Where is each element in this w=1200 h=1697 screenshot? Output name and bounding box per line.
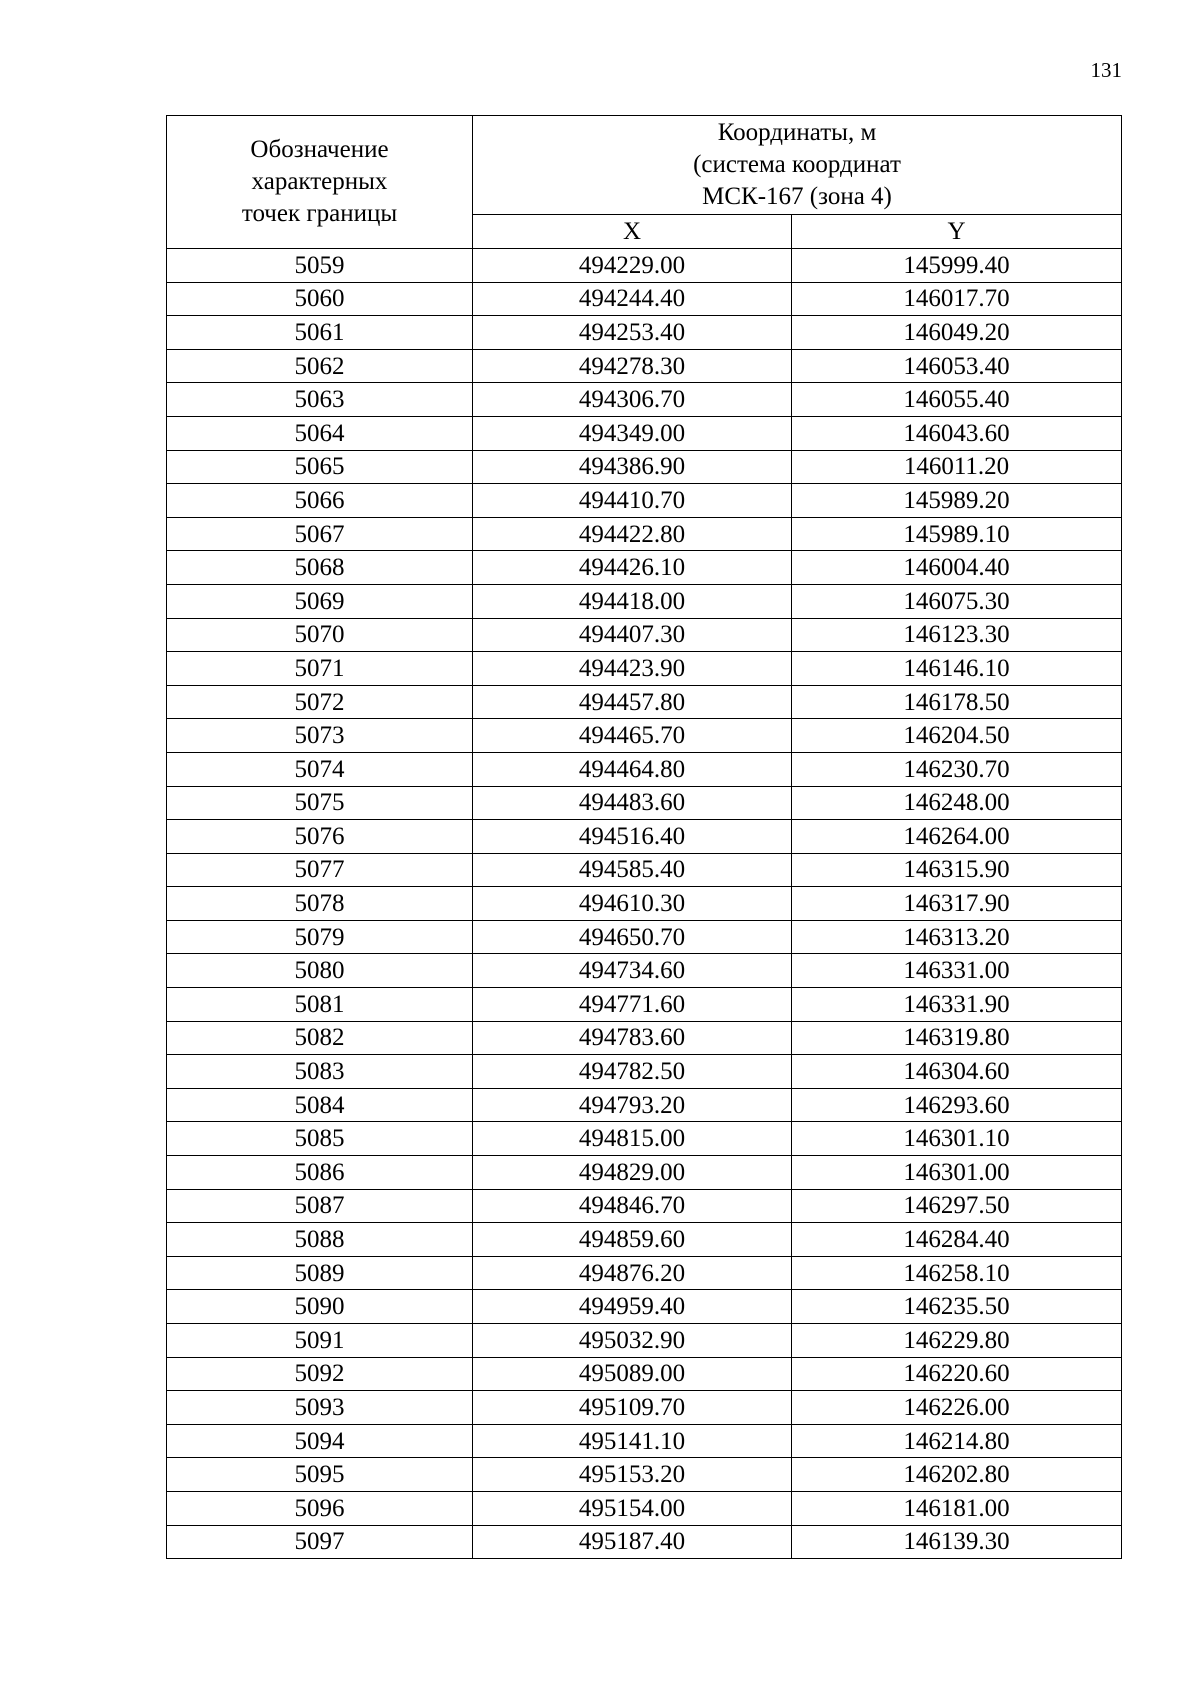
x-coordinate-cell: 494244.40 xyxy=(473,282,792,316)
x-coordinate-cell: 494423.90 xyxy=(473,652,792,686)
x-coordinate-cell: 494229.00 xyxy=(473,249,792,283)
x-coordinate-cell: 494782.50 xyxy=(473,1055,792,1089)
x-coordinate-cell: 494418.00 xyxy=(473,584,792,618)
point-id-cell: 5068 xyxy=(167,551,473,585)
x-coordinate-cell: 494386.90 xyxy=(473,450,792,484)
point-id-cell: 5078 xyxy=(167,887,473,921)
y-coordinate-cell: 146049.20 xyxy=(792,316,1122,350)
table-row xyxy=(167,249,1122,283)
point-designation-header xyxy=(167,116,473,249)
x-coordinate-cell: 495032.90 xyxy=(473,1324,792,1358)
table-row xyxy=(167,1156,1122,1190)
table-row xyxy=(167,1021,1122,1055)
header-line: точек границы xyxy=(241,200,398,227)
page-number: 131 xyxy=(1090,58,1122,82)
x-coordinate-cell: 494457.80 xyxy=(473,685,792,719)
x-coordinate-cell: 494585.40 xyxy=(473,853,792,887)
y-coordinate-cell: 146146.10 xyxy=(792,652,1122,686)
x-coordinate-cell: 494734.60 xyxy=(473,954,792,988)
table-row xyxy=(167,1055,1122,1089)
x-coordinate-cell: 494829.00 xyxy=(473,1156,792,1190)
x-coordinate-cell: 494959.40 xyxy=(473,1290,792,1324)
y-coordinate-cell: 146202.80 xyxy=(792,1458,1122,1492)
table-row xyxy=(167,584,1122,618)
x-coordinate-cell: 495153.20 xyxy=(473,1458,792,1492)
y-coordinate-cell: 146011.20 xyxy=(792,450,1122,484)
table-row xyxy=(167,282,1122,316)
x-coordinate-cell: 494516.40 xyxy=(473,820,792,854)
table-row xyxy=(167,383,1122,417)
y-coordinate-cell: 146331.90 xyxy=(792,988,1122,1022)
x-coordinate-cell: 495141.10 xyxy=(473,1424,792,1458)
x-coordinate-cell: 494278.30 xyxy=(473,349,792,383)
y-column-header: Y xyxy=(792,215,1122,249)
table-row xyxy=(167,719,1122,753)
table-row xyxy=(167,551,1122,585)
point-id-cell: 5091 xyxy=(167,1324,473,1358)
point-id-cell: 5094 xyxy=(167,1424,473,1458)
point-id-cell: 5060 xyxy=(167,282,473,316)
header-line: МСК-167 (зона 4) xyxy=(702,183,892,210)
y-coordinate-cell: 146229.80 xyxy=(792,1324,1122,1358)
table-row xyxy=(167,820,1122,854)
point-id-cell: 5074 xyxy=(167,752,473,786)
y-coordinate-cell: 146017.70 xyxy=(792,282,1122,316)
point-id-cell: 5067 xyxy=(167,517,473,551)
y-coordinate-cell: 146319.80 xyxy=(792,1021,1122,1055)
table-row xyxy=(167,1256,1122,1290)
table-row xyxy=(167,517,1122,551)
point-id-cell: 5088 xyxy=(167,1223,473,1257)
coordinates-table xyxy=(166,115,1122,1559)
table-row xyxy=(167,1223,1122,1257)
y-coordinate-cell: 146293.60 xyxy=(792,1088,1122,1122)
table-row xyxy=(167,416,1122,450)
x-coordinate-cell: 494464.80 xyxy=(473,752,792,786)
y-coordinate-cell: 146301.10 xyxy=(792,1122,1122,1156)
point-id-cell: 5084 xyxy=(167,1088,473,1122)
y-coordinate-cell: 146331.00 xyxy=(792,954,1122,988)
coordinates-header xyxy=(473,116,1122,215)
point-id-cell: 5086 xyxy=(167,1156,473,1190)
table-row xyxy=(167,853,1122,887)
table-row xyxy=(167,887,1122,921)
y-coordinate-cell: 146214.80 xyxy=(792,1424,1122,1458)
header-line: характерных xyxy=(251,168,388,195)
y-coordinate-cell: 146297.50 xyxy=(792,1189,1122,1223)
point-id-cell: 5059 xyxy=(167,249,473,283)
point-id-cell: 5096 xyxy=(167,1491,473,1525)
x-coordinate-cell: 494349.00 xyxy=(473,416,792,450)
table-row xyxy=(167,1122,1122,1156)
point-id-cell: 5089 xyxy=(167,1256,473,1290)
point-id-cell: 5075 xyxy=(167,786,473,820)
header-line: (система координат xyxy=(693,151,901,178)
table-row xyxy=(167,1290,1122,1324)
point-id-cell: 5065 xyxy=(167,450,473,484)
point-id-cell: 5064 xyxy=(167,416,473,450)
point-id-cell: 5082 xyxy=(167,1021,473,1055)
x-coordinate-cell: 494876.20 xyxy=(473,1256,792,1290)
point-id-cell: 5080 xyxy=(167,954,473,988)
point-id-cell: 5070 xyxy=(167,618,473,652)
y-coordinate-cell: 146248.00 xyxy=(792,786,1122,820)
point-id-cell: 5077 xyxy=(167,853,473,887)
x-column-header: X xyxy=(473,215,792,249)
x-coordinate-cell: 494465.70 xyxy=(473,719,792,753)
y-coordinate-cell: 146220.60 xyxy=(792,1357,1122,1391)
point-id-cell: 5092 xyxy=(167,1357,473,1391)
x-coordinate-cell: 494306.70 xyxy=(473,383,792,417)
y-coordinate-cell: 146181.00 xyxy=(792,1491,1122,1525)
y-coordinate-cell: 146235.50 xyxy=(792,1290,1122,1324)
x-coordinate-cell: 494793.20 xyxy=(473,1088,792,1122)
point-id-cell: 5071 xyxy=(167,652,473,686)
y-coordinate-cell: 145989.10 xyxy=(792,517,1122,551)
y-coordinate-cell: 146123.30 xyxy=(792,618,1122,652)
point-id-cell: 5095 xyxy=(167,1458,473,1492)
point-id-cell: 5069 xyxy=(167,584,473,618)
y-coordinate-cell: 146055.40 xyxy=(792,383,1122,417)
point-id-cell: 5087 xyxy=(167,1189,473,1223)
header-line: Обозначение xyxy=(250,136,389,163)
x-coordinate-cell: 494422.80 xyxy=(473,517,792,551)
table-row xyxy=(167,1189,1122,1223)
x-coordinate-cell: 494483.60 xyxy=(473,786,792,820)
table-row xyxy=(167,1391,1122,1425)
table-row xyxy=(167,988,1122,1022)
x-coordinate-cell: 494610.30 xyxy=(473,887,792,921)
table-body xyxy=(167,249,1122,1559)
table-row xyxy=(167,618,1122,652)
point-id-cell: 5081 xyxy=(167,988,473,1022)
point-id-cell: 5066 xyxy=(167,484,473,518)
table-row xyxy=(167,316,1122,350)
y-coordinate-cell: 146304.60 xyxy=(792,1055,1122,1089)
point-id-cell: 5079 xyxy=(167,920,473,954)
x-coordinate-cell: 494407.30 xyxy=(473,618,792,652)
table-row xyxy=(167,752,1122,786)
x-coordinate-cell: 495109.70 xyxy=(473,1391,792,1425)
point-id-cell: 5063 xyxy=(167,383,473,417)
point-id-cell: 5061 xyxy=(167,316,473,350)
y-coordinate-cell: 146315.90 xyxy=(792,853,1122,887)
point-id-cell: 5097 xyxy=(167,1525,473,1559)
y-coordinate-cell: 146178.50 xyxy=(792,685,1122,719)
table-row xyxy=(167,685,1122,719)
point-id-cell: 5072 xyxy=(167,685,473,719)
table-row xyxy=(167,1525,1122,1559)
y-coordinate-cell: 146226.00 xyxy=(792,1391,1122,1425)
x-coordinate-cell: 494410.70 xyxy=(473,484,792,518)
y-coordinate-cell: 146264.00 xyxy=(792,820,1122,854)
y-coordinate-cell: 146230.70 xyxy=(792,752,1122,786)
x-coordinate-cell: 494253.40 xyxy=(473,316,792,350)
y-coordinate-cell: 146301.00 xyxy=(792,1156,1122,1190)
x-coordinate-cell: 494815.00 xyxy=(473,1122,792,1156)
table-row xyxy=(167,1424,1122,1458)
x-coordinate-cell: 494783.60 xyxy=(473,1021,792,1055)
table-row xyxy=(167,920,1122,954)
point-id-cell: 5062 xyxy=(167,349,473,383)
y-coordinate-cell: 145999.40 xyxy=(792,249,1122,283)
y-coordinate-cell: 146139.30 xyxy=(792,1525,1122,1559)
point-id-cell: 5083 xyxy=(167,1055,473,1089)
x-coordinate-cell: 494426.10 xyxy=(473,551,792,585)
y-coordinate-cell: 146258.10 xyxy=(792,1256,1122,1290)
table-row xyxy=(167,450,1122,484)
header-line: Координаты, м xyxy=(717,119,877,146)
table-row xyxy=(167,652,1122,686)
y-coordinate-cell: 146317.90 xyxy=(792,887,1122,921)
y-coordinate-cell: 146004.40 xyxy=(792,551,1122,585)
point-id-cell: 5085 xyxy=(167,1122,473,1156)
table-row xyxy=(167,1357,1122,1391)
x-coordinate-cell: 495187.40 xyxy=(473,1525,792,1559)
table-row xyxy=(167,484,1122,518)
x-coordinate-cell: 494771.60 xyxy=(473,988,792,1022)
point-id-cell: 5093 xyxy=(167,1391,473,1425)
table-row xyxy=(167,349,1122,383)
table-row xyxy=(167,1491,1122,1525)
x-coordinate-cell: 495089.00 xyxy=(473,1357,792,1391)
point-id-cell: 5073 xyxy=(167,719,473,753)
y-coordinate-cell: 146204.50 xyxy=(792,719,1122,753)
table-row xyxy=(167,1458,1122,1492)
y-coordinate-cell: 146075.30 xyxy=(792,584,1122,618)
y-coordinate-cell: 146043.60 xyxy=(792,416,1122,450)
x-coordinate-cell: 494650.70 xyxy=(473,920,792,954)
table-row xyxy=(167,786,1122,820)
x-coordinate-cell: 494859.60 xyxy=(473,1223,792,1257)
table-row xyxy=(167,954,1122,988)
x-coordinate-cell: 495154.00 xyxy=(473,1491,792,1525)
point-id-cell: 5090 xyxy=(167,1290,473,1324)
point-id-cell: 5076 xyxy=(167,820,473,854)
y-coordinate-cell: 146284.40 xyxy=(792,1223,1122,1257)
y-coordinate-cell: 145989.20 xyxy=(792,484,1122,518)
x-coordinate-cell: 494846.70 xyxy=(473,1189,792,1223)
table-row xyxy=(167,1324,1122,1358)
y-coordinate-cell: 146053.40 xyxy=(792,349,1122,383)
y-coordinate-cell: 146313.20 xyxy=(792,920,1122,954)
table-row xyxy=(167,1088,1122,1122)
